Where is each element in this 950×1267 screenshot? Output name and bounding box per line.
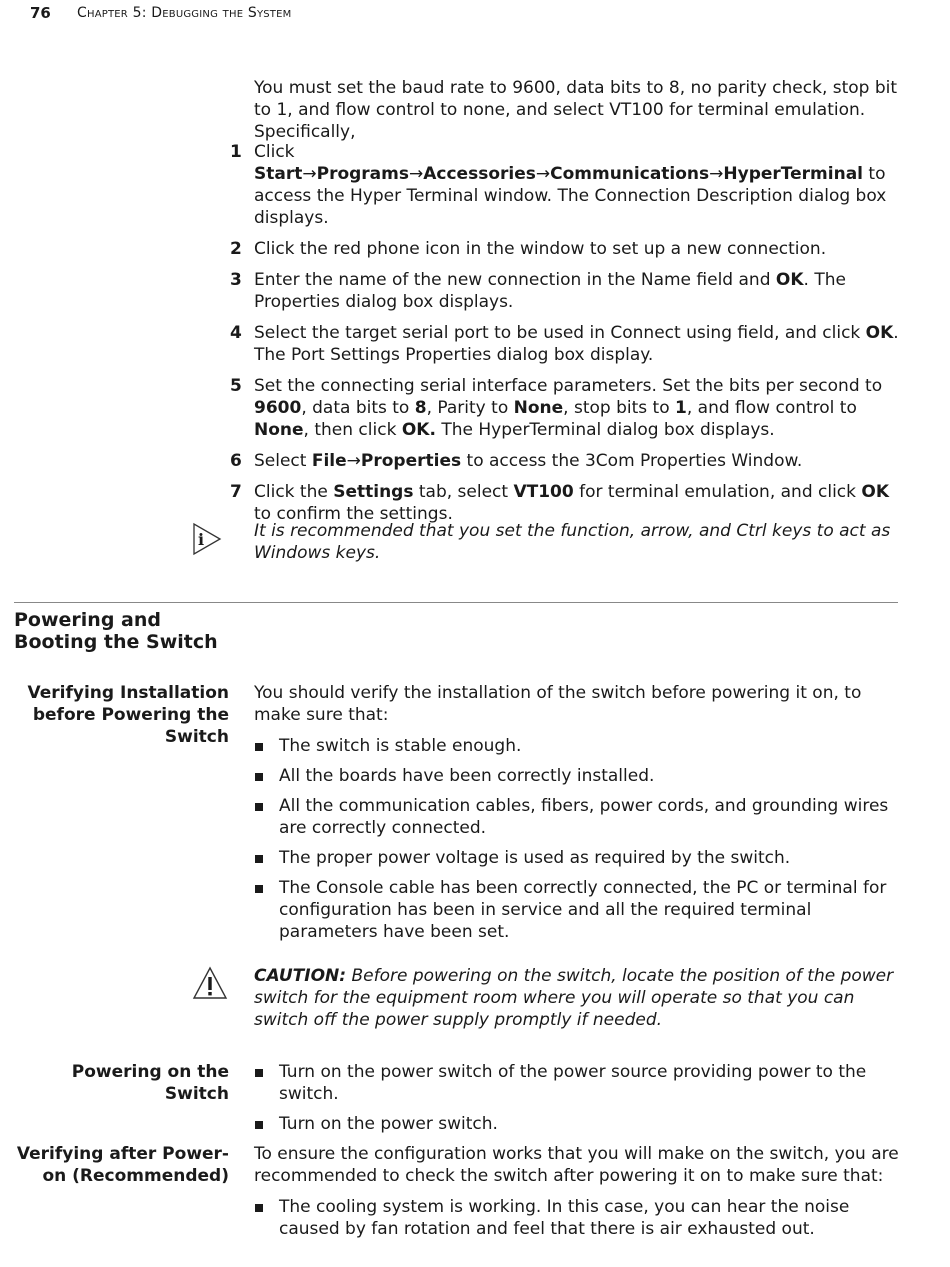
bullet-square-icon [254, 877, 279, 943]
step-number: 2 [230, 239, 242, 259]
step-text-run: , then click [303, 420, 402, 440]
step-number: 6 [230, 451, 242, 471]
bullet-square-icon [254, 1196, 279, 1240]
step-text [254, 269, 904, 313]
step-text [254, 481, 904, 525]
step-bold-term: Communications [550, 164, 710, 184]
step-bold-term: OK [865, 323, 894, 343]
step-text-run: → [409, 164, 424, 184]
step-text [254, 375, 904, 441]
step-text-run: Enter the name of the new connection in the Name field and [254, 270, 776, 290]
step-bold-term: Properties [360, 451, 462, 471]
step-text-run: . The Properties dialog box displays. [254, 270, 846, 312]
list-item-text: The cooling system is working. In this case, you can hear the noise caused by fan rotation and feel that there is air exhausted out. [279, 1197, 850, 1239]
bullet-square-icon [254, 735, 279, 757]
list-item [254, 1113, 899, 1135]
svg-text:i: i [198, 530, 205, 549]
step-item [230, 481, 910, 525]
bullet-square-icon [254, 847, 279, 869]
bullet-square-icon [254, 1113, 279, 1135]
step-item [230, 375, 910, 441]
bullet-square-icon [254, 795, 279, 839]
verify-after-list [254, 1196, 899, 1248]
step-bold-term: None [254, 420, 304, 440]
verify-after-intro: To ensure the configuration works that you will make on the switch, you are recommended to check the switch after powering it on to make sure that: [254, 1144, 899, 1186]
list-item-text: Turn on the power switch. [279, 1114, 498, 1134]
step-text-run: → [302, 164, 317, 184]
step-text-run: → [535, 164, 551, 184]
list-item-text: The proper power voltage is used as required by the switch. [279, 848, 791, 868]
step-text-run: . The Port Settings Properties dialog box display. [254, 323, 899, 365]
bullet-square-icon [254, 1061, 279, 1105]
step-item [230, 238, 910, 260]
step-text-run: → [709, 164, 724, 184]
step-text-run: Click the red phone icon in the window to set up a new connection. [254, 239, 827, 259]
step-bold-term: 8 [414, 398, 427, 418]
step-bold-term: OK [861, 482, 890, 502]
step-text [254, 450, 904, 472]
step-bold-term: OK [775, 270, 804, 290]
list-item-text: All the boards have been correctly installed. [279, 766, 655, 786]
step-bold-term: None [513, 398, 564, 418]
step-number: 3 [230, 270, 242, 290]
note-text: It is recommended that you set the function, arrow, and Ctrl keys to act as Windows keys. [254, 521, 891, 563]
step-text-run: The HyperTerminal dialog box displays. [435, 420, 775, 440]
step-text-run: → [346, 451, 361, 471]
step-text-run: Click the [254, 482, 334, 502]
caution-text [254, 965, 899, 1031]
step-bold-term: 9600 [254, 398, 302, 418]
step-text-run: , Parity to [426, 398, 514, 418]
step-text [254, 141, 904, 229]
verify-install-list [254, 735, 899, 951]
list-item [254, 765, 899, 787]
step-text-run: to confirm the settings. [254, 504, 453, 524]
subheading-verify-after: Verifying after Power-on (Recommended) [16, 1144, 229, 1186]
step-number: 1 [230, 142, 242, 162]
step-bold-term: HyperTerminal [723, 164, 863, 184]
step-bold-term: Settings [333, 482, 414, 502]
step-number: 5 [230, 376, 242, 396]
step-bold-term: OK. [401, 420, 436, 440]
step-bold-term: Start [254, 164, 303, 184]
step-text-run: , data bits to [301, 398, 415, 418]
step-text-run: for terminal emulation, and click [573, 482, 862, 502]
verify-install-intro: You should verify the installation of the switch before powering it on, to make sure that: [254, 683, 862, 725]
step-bold-term: 1 [675, 398, 687, 418]
step-text-run: tab, select [413, 482, 514, 502]
step-text-run: Select the target serial port to be used in Connect using field, and click [254, 323, 866, 343]
step-text-run: , stop bits to [563, 398, 676, 418]
list-item-text: The Console cable has been correctly connected, the PC or terminal for configuration has been in service and all the required terminal parameters have been set. [279, 878, 887, 942]
step-text-run: to access the 3Com Properties Window. [461, 451, 803, 471]
step-text [254, 238, 904, 260]
step-text-run: Select [254, 451, 312, 471]
step-bold-term: Programs [316, 164, 409, 184]
subheading-verify-install: Verifying Installation before Powering the Switch [27, 683, 229, 747]
step-text-run: Click [254, 142, 295, 162]
step-bold-term: Accessories [423, 164, 536, 184]
step-number: 4 [230, 323, 242, 343]
caution-body: Before powering on the switch, locate the position of the power switch for the equipment room where you will operate so that you can switch off the power supply promptly if needed. [254, 966, 894, 1030]
step-number: 7 [230, 482, 242, 502]
caution-label: CAUTION: [254, 966, 347, 986]
list-item [254, 1061, 899, 1105]
list-item-text: Turn on the power switch of the power source providing power to the switch. [279, 1062, 867, 1104]
bullet-square-icon [254, 765, 279, 787]
step-text-run: to access the Hyper Terminal window. The Connection Description dialog box displays. [254, 164, 887, 228]
list-item-text: All the communication cables, fibers, power cords, and grounding wires are correctly connected. [279, 796, 889, 838]
step-item [230, 450, 910, 472]
chapter-title: Chapter 5: Debugging the System [77, 5, 292, 21]
step-bold-term: VT100 [513, 482, 574, 502]
section-title: Powering and Booting the Switch [14, 609, 218, 653]
step-text-run: , and flow control to [686, 398, 857, 418]
list-item [254, 1196, 899, 1240]
step-item [230, 269, 910, 313]
step-bold-term: File [311, 451, 347, 471]
step-text-run: Set the connecting serial interface parameters. Set the bits per second to [254, 376, 883, 396]
list-item [254, 795, 899, 839]
power-on-list [254, 1061, 899, 1143]
step-item [230, 141, 910, 229]
subheading-power-on: Powering on the Switch [71, 1062, 229, 1104]
list-item [254, 735, 899, 757]
intro-paragraph: You must set the baud rate to 9600, data bits to 8, no parity check, stop bit to 1, and flow control to none, and select VT100 for terminal emulation. Specifically, [254, 78, 898, 142]
section-divider [14, 602, 898, 603]
page-number: 76 [30, 4, 51, 22]
list-item [254, 847, 899, 869]
info-note-icon [192, 522, 222, 556]
caution-icon [192, 966, 228, 1000]
list-item-text: The switch is stable enough. [279, 736, 522, 756]
step-item [230, 322, 910, 366]
step-text [254, 322, 904, 366]
list-item [254, 877, 899, 943]
steps-list [230, 141, 910, 534]
